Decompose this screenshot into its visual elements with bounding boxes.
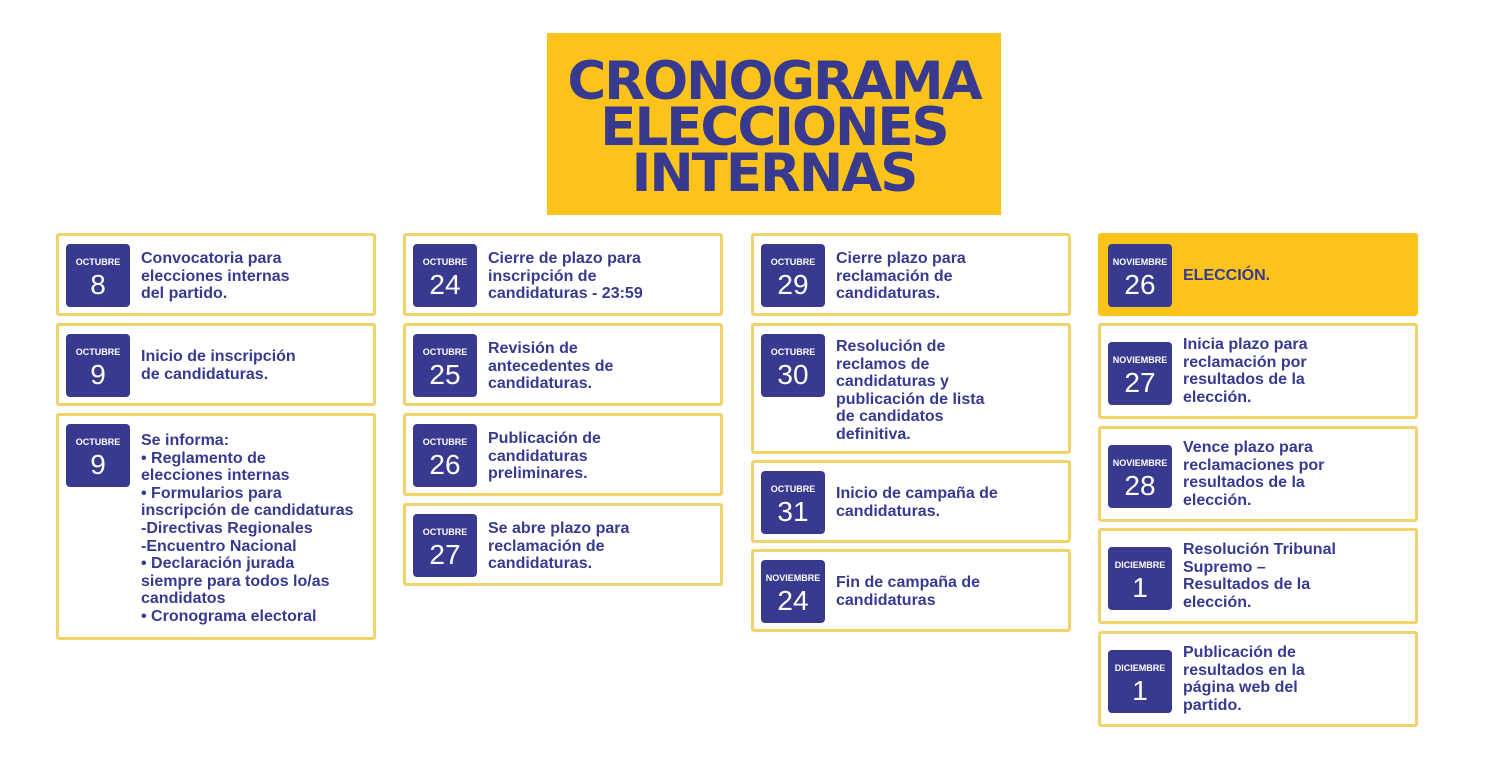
date-badge — [761, 471, 825, 534]
date-day: 8 — [90, 269, 106, 300]
schedule-card — [1098, 631, 1418, 727]
date-month: OCTUBRE — [75, 257, 121, 267]
schedule-card — [403, 233, 723, 316]
schedule-card — [56, 323, 376, 406]
event-description: ELECCIÓN. — [1183, 267, 1271, 284]
schedule-card — [403, 323, 723, 406]
schedule-card — [403, 503, 723, 586]
date-month: OCTUBRE — [770, 484, 816, 494]
schedule-card — [751, 323, 1071, 454]
date-badge — [1108, 244, 1172, 307]
date-day: 26 — [429, 449, 461, 480]
date-day: 1 — [1132, 675, 1148, 706]
date-day: 28 — [1124, 470, 1156, 501]
date-month: OCTUBRE — [770, 347, 816, 357]
date-badge — [66, 334, 130, 397]
date-month: OCTUBRE — [422, 437, 468, 447]
event-description: Se abre plazo para reclamación de candidaturas. — [488, 520, 630, 573]
event-description: Inicia plazo para reclamación por resultados de la elección. — [1183, 336, 1308, 406]
date-badge — [413, 244, 477, 307]
date-month: OCTUBRE — [422, 257, 468, 267]
date-day: 9 — [90, 449, 106, 480]
event-description: Publicación de candidaturas preliminares. — [488, 430, 601, 483]
date-day: 27 — [429, 539, 461, 570]
date-badge — [761, 244, 825, 307]
date-day: 24 — [777, 585, 809, 616]
date-day: 24 — [429, 269, 461, 300]
event-description: Inicio de campaña de candidaturas. — [836, 485, 998, 520]
date-month: OCTUBRE — [770, 257, 816, 267]
title-line-2: ELECCIONES — [600, 97, 948, 158]
event-description: Cierre de plazo para inscripción de candidaturas - 23:59 — [488, 250, 643, 303]
date-badge — [66, 424, 130, 487]
event-description: Fin de campaña de candidaturas — [836, 574, 981, 609]
date-day: 1 — [1132, 572, 1148, 603]
event-description: Publicación de resultados en la página web del partido. — [1183, 644, 1305, 714]
date-badge — [1108, 547, 1172, 610]
schedule-card — [751, 233, 1071, 316]
date-month: NOVIEMBRE — [1112, 355, 1168, 365]
title-line-3: INTERNAS — [631, 143, 917, 204]
event-description: Inicio de inscripción de candidaturas. — [141, 348, 296, 383]
schedule-card — [56, 233, 376, 316]
schedule-card — [1098, 528, 1418, 624]
event-description: Convocatoria para elecciones internas del partido. — [141, 250, 290, 303]
date-month: OCTUBRE — [422, 347, 468, 357]
date-month: NOVIEMBRE — [1112, 257, 1168, 267]
event-description: Vence plazo para reclamaciones por resultados de la elección. — [1183, 439, 1325, 509]
title-line-1: CRONOGRAMA — [567, 51, 981, 112]
date-badge — [1108, 445, 1172, 508]
date-day: 26 — [1124, 269, 1156, 300]
schedule-card — [1098, 323, 1418, 419]
date-month: NOVIEMBRE — [1112, 458, 1168, 468]
date-month: OCTUBRE — [422, 527, 468, 537]
date-month: NOVIEMBRE — [765, 573, 821, 583]
date-month: DICIEMBRE — [1114, 560, 1166, 570]
schedule-card — [751, 549, 1071, 632]
event-description: Revisión de antecedentes de candidaturas. — [488, 340, 614, 393]
schedule-card-election — [1098, 233, 1418, 316]
date-month: OCTUBRE — [75, 437, 121, 447]
event-description: Se informa: • Reglamento de elecciones internas • Formularios para inscripción de candidaturas -Directivas Regionales -Encuentro Nacional • Declaración jurada siempre para todos lo/as candidatos • Cronograma electoral — [141, 432, 354, 625]
date-badge — [1108, 650, 1172, 713]
schedule-card — [403, 413, 723, 496]
schedule-card — [56, 413, 376, 640]
date-badge — [413, 334, 477, 397]
date-day: 27 — [1124, 367, 1156, 398]
event-description: Resolución de reclamos de candidaturas y publicación de lista de candidatos definitiva. — [836, 338, 985, 443]
schedule-card — [751, 460, 1071, 543]
date-badge — [413, 424, 477, 487]
date-day: 31 — [777, 496, 809, 527]
event-description: Resolución Tribunal Supremo – Resultados de la elección. — [1183, 541, 1336, 611]
date-month: OCTUBRE — [75, 347, 121, 357]
event-description: Cierre plazo para reclamación de candidaturas. — [836, 250, 966, 303]
date-day: 30 — [777, 359, 809, 390]
date-badge — [761, 560, 825, 623]
date-badge — [761, 334, 825, 397]
date-month: DICIEMBRE — [1114, 663, 1166, 673]
schedule-card — [1098, 426, 1418, 522]
date-badge — [66, 244, 130, 307]
date-day: 25 — [429, 359, 461, 390]
date-badge — [413, 514, 477, 577]
title-banner — [547, 33, 1001, 215]
date-badge — [1108, 342, 1172, 405]
date-day: 29 — [777, 269, 809, 300]
date-day: 9 — [90, 359, 106, 390]
